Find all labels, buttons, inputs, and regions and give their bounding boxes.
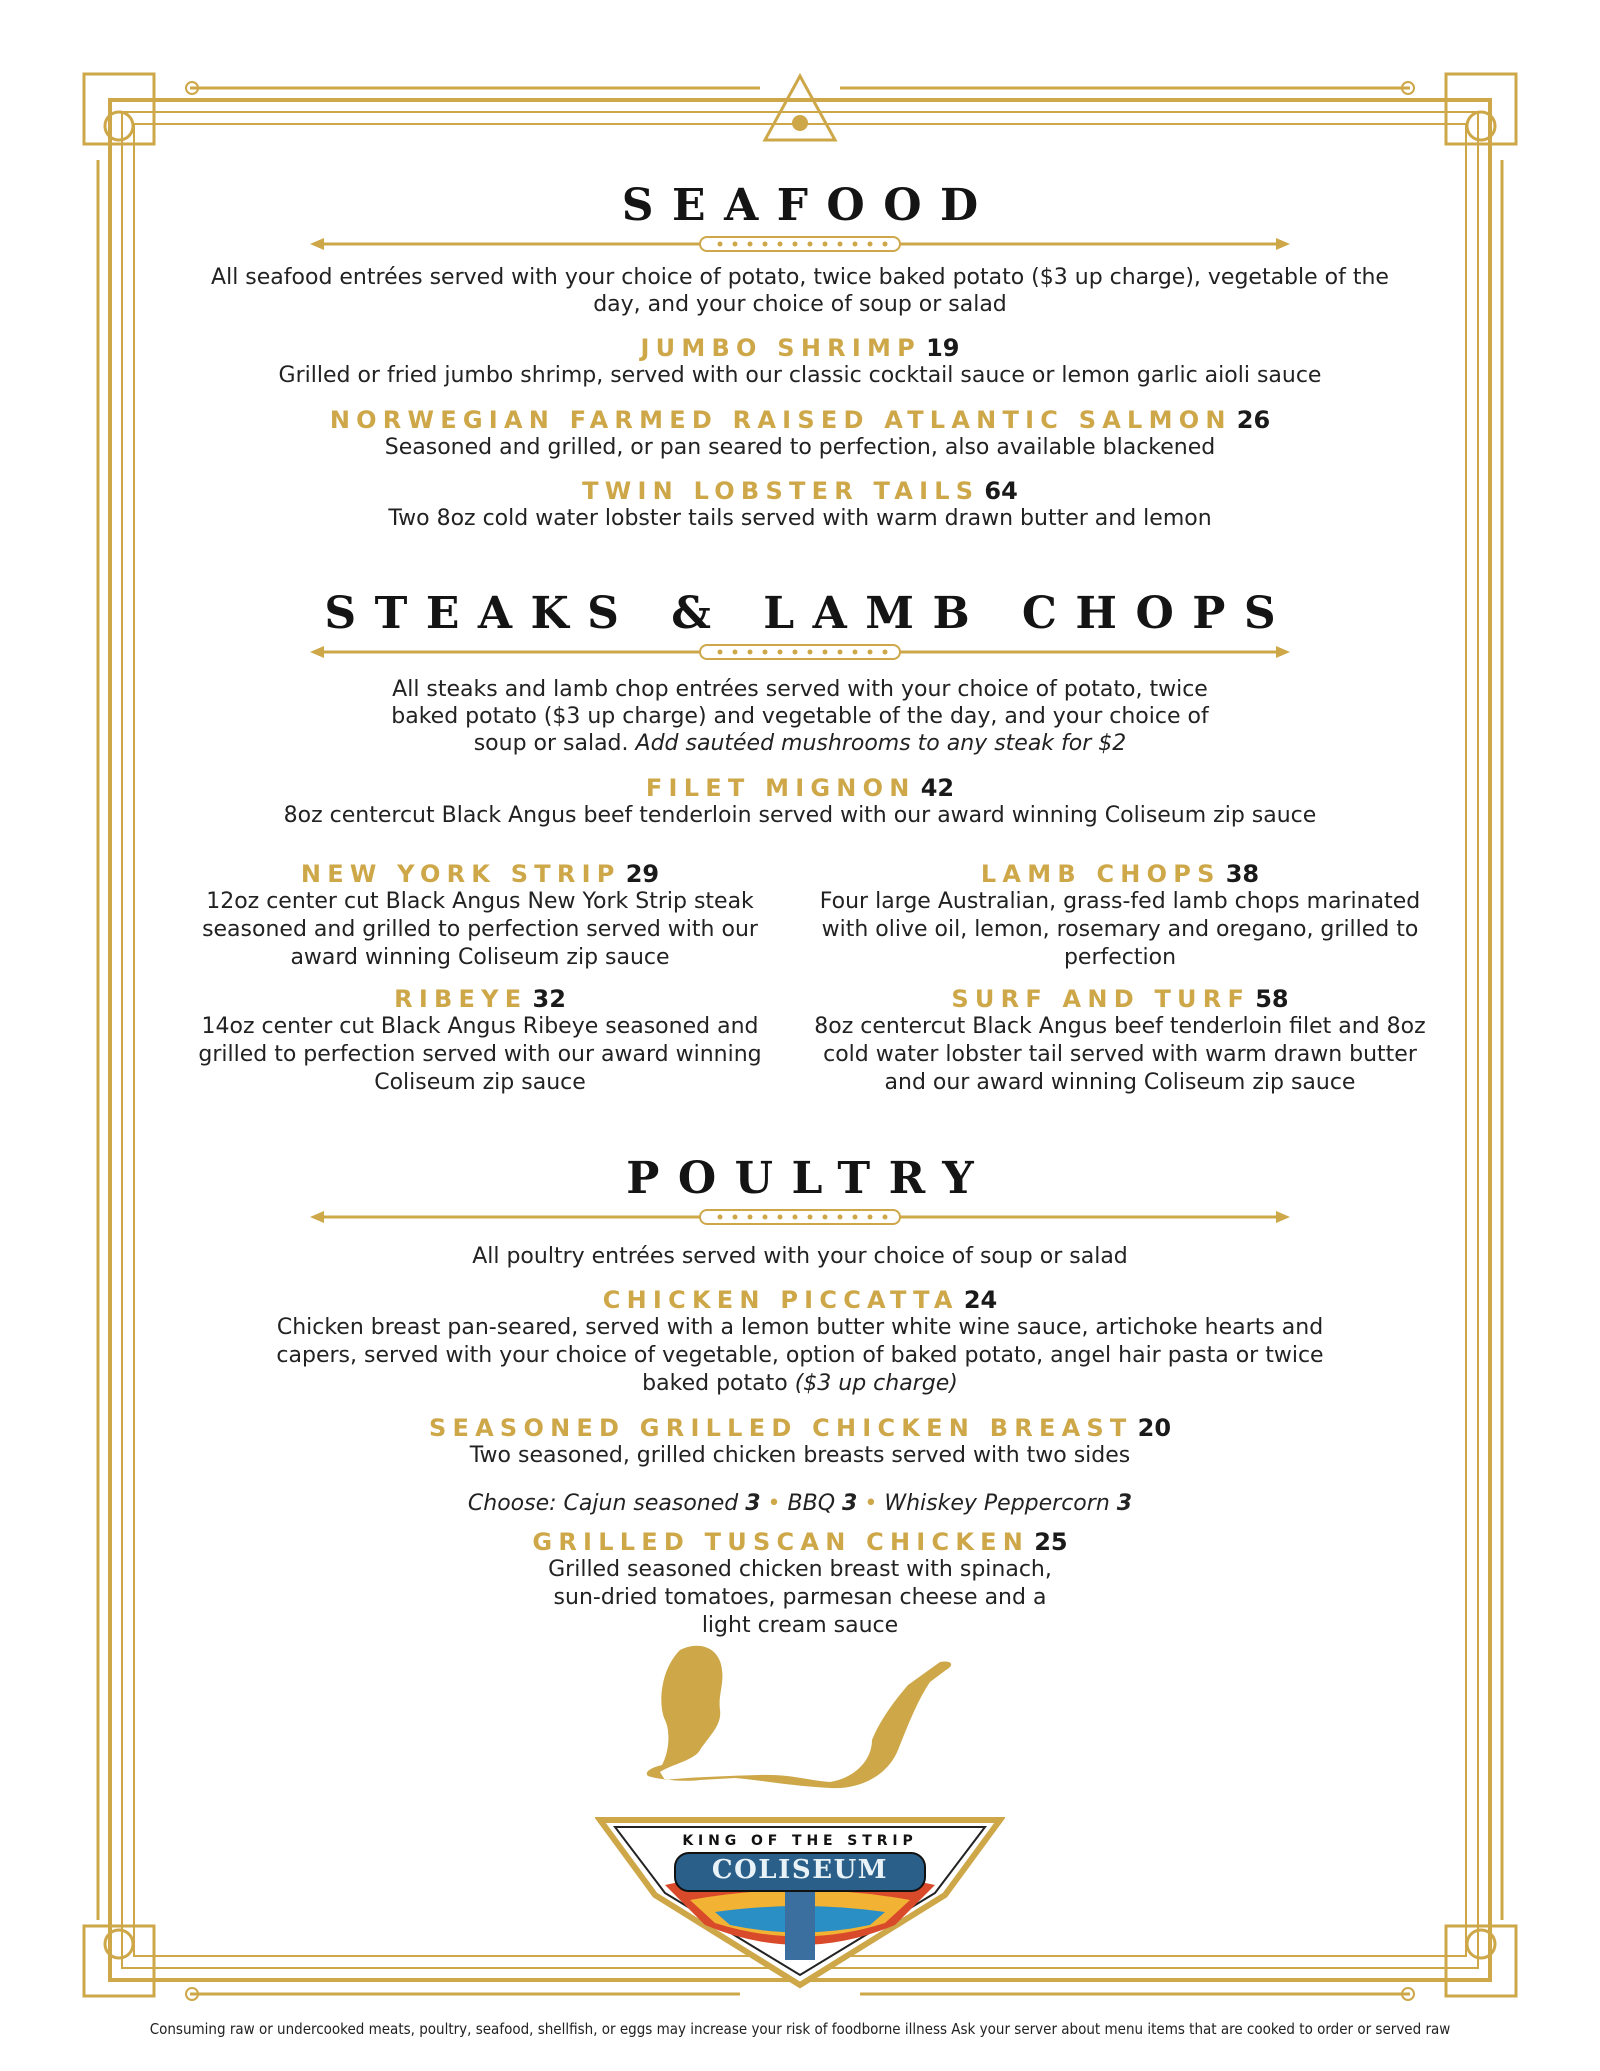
item-name: NEW YORK STRIP xyxy=(300,860,621,888)
option-name: Cajun seasoned xyxy=(563,1491,739,1516)
item-price: 20 xyxy=(1137,1414,1172,1442)
seafood-title: SEAFOOD xyxy=(621,180,997,231)
item-price: 24 xyxy=(963,1286,998,1314)
item-price: 38 xyxy=(1225,860,1260,888)
option-price: 3 xyxy=(842,1491,858,1516)
item-price: 19 xyxy=(926,334,960,362)
seafood-intro: All seafood entrées served with your choice of potato, twice baked potato ($3 up charge), vegetable of the day, and your choice of soup or salad xyxy=(211,265,1389,317)
menu-item xyxy=(150,334,1450,390)
item-price: 32 xyxy=(532,985,566,1013)
menu-item xyxy=(810,860,1430,972)
item-name: CHICKEN PICCATTA xyxy=(602,1286,959,1314)
choose-options xyxy=(150,1490,1450,1518)
option-price: 3 xyxy=(1116,1491,1133,1516)
poultry-title: POULTRY xyxy=(626,1153,993,1204)
menu-item xyxy=(150,477,1450,533)
item-price: 29 xyxy=(625,860,660,888)
poultry-intro: All poultry entrées served with your choice of soup or salad xyxy=(472,1244,1128,1269)
logo-tagline: KING OF THE STRIP xyxy=(682,1833,918,1849)
item-name: TWIN LOBSTER TAILS xyxy=(582,477,980,505)
menu-item xyxy=(810,985,1430,1097)
item-description: 14oz center cut Black Angus Ribeye seasoned and grilled to perfection served with our award winning Coliseum zip sauce xyxy=(198,1014,762,1095)
choose-label: Choose: xyxy=(467,1491,557,1516)
steaks-intro-text: All steaks and lamb chop entrées served with your choice of potato, twice baked potato ($3 up charge) and vegetable of the day, and your choice of soup or salad. xyxy=(391,677,1209,756)
item-description: Two 8oz cold water lobster tails served with warm drawn butter and lemon xyxy=(388,506,1212,531)
item-name: RIBEYE xyxy=(394,985,528,1013)
item-description: Two seasoned, grilled chicken breasts served with two sides xyxy=(469,1443,1131,1468)
silhouette-icon xyxy=(640,1640,960,1790)
option-separator: • xyxy=(864,1491,878,1516)
item-description: 8oz centercut Black Angus beef tenderloin filet and 8oz cold water lobster tail served with warm drawn butter and our award winning Coliseum zip sauce xyxy=(814,1014,1426,1095)
menu-item xyxy=(250,1286,1350,1398)
item-name: SURF AND TURF xyxy=(951,985,1251,1013)
menu-item xyxy=(150,774,1450,830)
logo-name: COLISEUM xyxy=(711,1855,889,1885)
item-price: 42 xyxy=(920,774,955,802)
option-name: BBQ xyxy=(787,1491,836,1516)
item-price: 25 xyxy=(1034,1528,1068,1556)
item-description-text: Chicken breast pan-seared, served with a lemon butter white wine sauce, artichoke hearts and capers, served with your choice of vegetable, option of baked potato, angel hair pasta or twice baked potato xyxy=(276,1315,1324,1396)
menu-item xyxy=(170,985,790,1097)
seafood-divider xyxy=(310,232,1290,256)
item-description: Grilled seasoned chicken breast with spinach, sun-dried tomatoes, parmesan cheese and a light cream sauce xyxy=(548,1557,1052,1638)
option-separator: • xyxy=(767,1491,781,1516)
disclaimer: Consuming raw or undercooked meats, poultry, seafood, shellfish, or eggs may increase your risk of foodborne illness Ask your server about menu items that are cooked to order or served raw xyxy=(149,2020,1451,2038)
item-name: FILET MIGNON xyxy=(645,774,916,802)
item-name: GRILLED TUSCAN CHICKEN xyxy=(532,1528,1030,1556)
menu-item xyxy=(150,1528,1450,1640)
item-description: Seasoned and grilled, or pan seared to perfection, also available blackened xyxy=(384,435,1216,460)
menu-item xyxy=(150,1414,1450,1470)
item-name: LAMB CHOPS xyxy=(980,860,1221,888)
steaks-intro xyxy=(380,676,1220,757)
item-description: 12oz center cut Black Angus New York Strip steak seasoned and grilled to perfection served with our award winning Coliseum zip sauce xyxy=(202,889,758,970)
item-name: SEASONED GRILLED CHICKEN BREAST xyxy=(428,1414,1133,1442)
item-description xyxy=(250,1314,1350,1398)
poultry-divider xyxy=(310,1205,1290,1229)
option-price: 3 xyxy=(745,1491,761,1516)
item-description: Grilled or fried jumbo shrimp, served with our classic cocktail sauce or lemon garlic aioli sauce xyxy=(278,363,1322,388)
option-name: Whiskey Peppercorn xyxy=(884,1491,1110,1516)
menu-item xyxy=(170,860,790,972)
item-name: JUMBO SHRIMP xyxy=(640,334,921,362)
item-price: 58 xyxy=(1255,985,1289,1013)
item-price: 26 xyxy=(1236,406,1271,434)
item-price: 64 xyxy=(984,477,1018,505)
item-description: Four large Australian, grass-fed lamb chops marinated with olive oil, lemon, rosemary and oregano, grilled to perfection xyxy=(819,889,1421,970)
steaks-divider xyxy=(310,640,1290,664)
item-name: NORWEGIAN FARMED RAISED ATLANTIC SALMON xyxy=(329,406,1232,434)
steaks-intro-note: Add sautéed mushrooms to any steak for $2 xyxy=(635,731,1127,756)
menu-item xyxy=(150,406,1450,462)
steaks-title: STEAKS & LAMB CHOPS xyxy=(324,588,1295,639)
item-description-note: ($3 up charge) xyxy=(794,1371,958,1396)
item-description: 8oz centercut Black Angus beef tenderloin served with our award winning Coliseum zip sauce xyxy=(283,803,1317,828)
